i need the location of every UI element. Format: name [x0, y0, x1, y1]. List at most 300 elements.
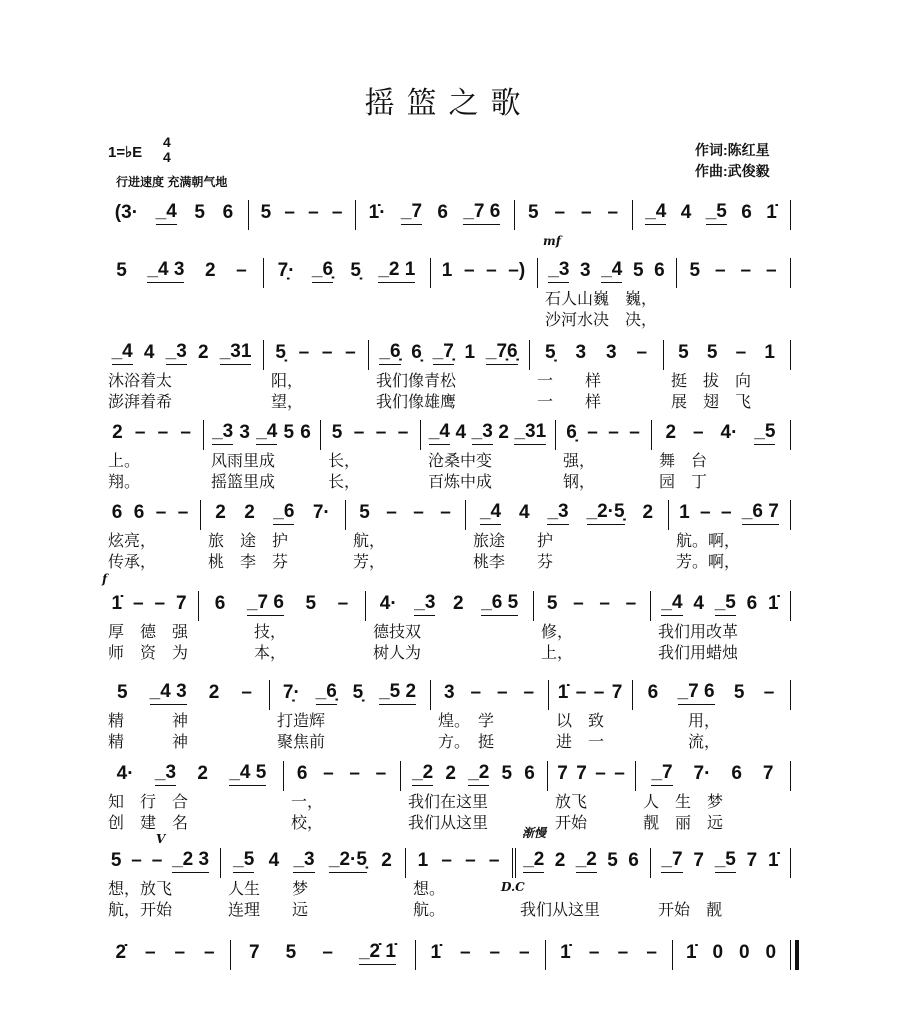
note: –: [337, 593, 349, 614]
bar-line: [547, 761, 548, 791]
note: _2: [412, 762, 433, 786]
lyric-verse-2: 一 样: [537, 392, 602, 411]
measure: [650, 589, 790, 619]
note: 5: [359, 502, 370, 523]
music-system: [0, 234, 897, 329]
lyric-verse-2: 连理 远: [228, 900, 309, 919]
note: 7: [762, 763, 774, 784]
note: 2: [642, 502, 654, 523]
note: –: [180, 422, 191, 443]
lyric-verse-1: 我们在这里: [408, 792, 489, 811]
bar-line: [668, 500, 669, 530]
measure: [668, 498, 790, 528]
note: _5: [754, 421, 775, 445]
note: 7̣·: [282, 682, 300, 703]
lyric-verse-1: 强，: [563, 451, 596, 470]
bar-line: [368, 340, 369, 370]
note: _4: [156, 201, 177, 225]
lyric-verse-1: 航，: [353, 531, 386, 550]
lyric-verse-1: 沐浴着太: [108, 371, 173, 390]
note: 5̣: [352, 682, 364, 703]
note: 5: [632, 260, 644, 281]
lyric-verse-1: 打造辉: [277, 711, 326, 730]
note: 1̇: [766, 202, 777, 223]
measure: [676, 256, 790, 286]
note: _4: [661, 592, 682, 616]
note: –: [375, 763, 387, 784]
note: –: [735, 342, 747, 363]
bar-line: [790, 500, 791, 530]
note: –: [763, 682, 775, 703]
measure: [632, 198, 790, 228]
bar-line: [790, 848, 791, 878]
note: –: [470, 682, 482, 703]
bar-line: [283, 761, 284, 791]
note: 1̇: [685, 942, 697, 963]
note: 6: [300, 422, 311, 443]
measure: [430, 256, 537, 286]
measure: [548, 678, 632, 708]
note: 2̇: [115, 942, 127, 963]
note: –: [625, 593, 637, 614]
note: 1̇: [111, 593, 123, 614]
note: 5: [116, 260, 127, 281]
lyric-verse-2: 望，: [271, 392, 304, 411]
lyric-verse-2: 园 丁: [659, 472, 708, 491]
lyric-verse-1: 一 样: [537, 371, 602, 390]
note: 1: [441, 260, 453, 281]
bar-line: [269, 680, 270, 710]
note: _3: [212, 421, 233, 445]
note: 0: [738, 942, 750, 963]
bar-line: [676, 258, 677, 288]
note: _3: [472, 421, 493, 445]
note: –: [323, 763, 334, 784]
note: 7̣·: [277, 260, 295, 281]
note: –: [692, 422, 704, 443]
note: _7 6: [463, 201, 500, 225]
bar-line: [790, 940, 799, 970]
note: 3: [239, 422, 250, 443]
measure: [368, 338, 529, 368]
note: 5: [305, 593, 317, 614]
note: _31: [514, 421, 546, 445]
measure: [100, 498, 200, 528]
note: 5̣: [350, 260, 361, 281]
note: 1: [464, 342, 476, 363]
note: –: [614, 763, 625, 784]
bar-line: [790, 591, 791, 621]
note: –: [132, 593, 144, 614]
note: –: [459, 942, 471, 963]
lyric-verse-2: 芳，: [353, 552, 386, 571]
composer: 作曲:武俊毅: [695, 163, 770, 179]
note: –: [154, 593, 166, 614]
note: –: [151, 850, 163, 871]
note: _4: [645, 201, 666, 225]
note: _2̇ 1̇: [359, 941, 396, 965]
note: _4: [429, 421, 450, 445]
note: 1: [417, 850, 429, 871]
lyric-verse-2: 本，: [206, 643, 287, 662]
note: _2 3: [172, 849, 209, 873]
note: 2: [381, 850, 392, 871]
note: _6̣: [316, 681, 337, 705]
music-system: [0, 572, 897, 662]
measure: [269, 678, 430, 708]
note: 1̇: [430, 942, 442, 963]
note: 6: [741, 202, 752, 223]
note: –: [144, 942, 156, 963]
note: 7: [746, 850, 758, 871]
music-system: [0, 338, 897, 411]
note: 2: [208, 682, 220, 703]
note: 0: [712, 942, 724, 963]
measure: [650, 846, 790, 876]
note: _3: [293, 849, 314, 873]
note: _3: [155, 762, 176, 786]
measure: [529, 338, 663, 368]
note: –: [575, 682, 587, 703]
note: –: [440, 502, 451, 523]
note: 4·: [379, 593, 397, 614]
note: 5: [733, 682, 745, 703]
note: _7: [661, 849, 682, 873]
lyric-verse-2: 百炼中成: [428, 472, 493, 491]
note: –: [518, 942, 530, 963]
note: –: [595, 763, 606, 784]
note: –: [331, 202, 343, 223]
lyric-verse-2: 翔。: [108, 472, 141, 491]
note: 5: [527, 202, 539, 223]
expression-mark: f: [102, 572, 108, 586]
bar-line: [514, 200, 515, 230]
bar-line: [415, 940, 416, 970]
note: –: [599, 593, 610, 614]
note: –: [587, 422, 598, 443]
lyric-verse-1: 想，放飞: [108, 879, 173, 898]
lyric-verse-1: 石人山巍 巍，: [545, 289, 658, 308]
note: –: [646, 942, 657, 963]
lyric-verse-1: 知 行 合: [108, 792, 189, 811]
note: –: [413, 502, 424, 523]
note: –: [496, 682, 508, 703]
note: _6: [273, 501, 294, 525]
bar-line: [790, 340, 791, 370]
lyric-verse-2: 传承，: [108, 552, 157, 571]
note: 4: [693, 593, 704, 614]
measure: [555, 418, 651, 448]
note: –: [131, 850, 142, 871]
note: 5: [285, 942, 297, 963]
measure: [355, 198, 514, 228]
note: 5: [331, 422, 343, 443]
note: 7: [249, 942, 260, 963]
measure: [663, 338, 790, 368]
note: _3: [414, 592, 435, 616]
bar-line: [263, 258, 264, 288]
measure: [100, 938, 230, 968]
note: 1: [764, 342, 775, 363]
note: –: [177, 502, 189, 523]
note: _2: [576, 849, 597, 873]
note: _6 7: [742, 501, 779, 525]
measure: [230, 938, 415, 968]
note: 5: [706, 342, 718, 363]
measure: [203, 418, 320, 448]
lyric-verse-2: 精 神: [108, 732, 189, 751]
measure: [283, 759, 400, 789]
lyric-verse-2: 桃 李 芬: [208, 552, 289, 571]
note: 3: [443, 682, 455, 703]
note: –: [134, 422, 146, 443]
bar-line: [320, 420, 321, 450]
lyric-verse-2: 方。 挺: [438, 732, 495, 751]
note: 6: [437, 202, 448, 223]
note: 2: [445, 763, 456, 784]
note: –: [554, 202, 566, 223]
note: –: [765, 260, 777, 281]
expression-mark: V: [156, 832, 166, 846]
lyric-verse-1: 精 神: [108, 711, 189, 730]
note: –: [241, 682, 252, 703]
lyric-verse-1: 技，: [206, 622, 287, 641]
measure: [100, 678, 269, 708]
bar-line: [537, 258, 538, 288]
note: 5: [501, 763, 513, 784]
expression-mark: D.C: [501, 880, 525, 894]
lyric-verse-2: 芳。啊，: [676, 552, 741, 571]
note: 7·: [693, 763, 711, 784]
bar-line: [632, 680, 633, 710]
lyric-verse-1: 挺 拔 向: [671, 371, 752, 390]
note: 2: [665, 422, 677, 443]
measure: [465, 498, 668, 528]
measure: [533, 589, 650, 619]
note: –: [174, 942, 186, 963]
note: –: [397, 422, 409, 443]
lyric-verse-1: 人生 梦: [228, 879, 309, 898]
note: 7: [175, 593, 187, 614]
note: 1̇: [768, 850, 779, 871]
music-system: [0, 498, 897, 571]
bar-line: [790, 761, 791, 791]
note: _4: [112, 341, 133, 365]
note: _2·5̣: [587, 501, 625, 525]
bar-line: [400, 761, 401, 791]
lyric-verse-1: 一，: [291, 792, 324, 811]
lyric-verse-2: 开始: [555, 813, 588, 832]
measure: [220, 846, 405, 876]
bar-line: [230, 940, 231, 970]
note: 5̣: [275, 342, 286, 363]
measure: [100, 418, 203, 448]
bar-line: [529, 340, 530, 370]
note: –: [720, 502, 732, 523]
measure: [420, 418, 555, 448]
note: _6̣: [379, 341, 400, 365]
bar-line: [635, 761, 636, 791]
measure: [405, 846, 512, 876]
lyric-verse-2: 航，开始: [108, 900, 173, 919]
measure: [512, 846, 650, 876]
note: 5: [194, 202, 205, 223]
note: –: [345, 342, 356, 363]
bar-line: [663, 340, 664, 370]
note: 5: [260, 202, 272, 223]
note: 1̇: [768, 593, 779, 614]
lyric-verse-1: 厚 德 强: [108, 622, 189, 641]
note: 6: [296, 763, 308, 784]
lyric-verse-1: 风雨里成: [211, 451, 276, 470]
measure: [651, 418, 790, 448]
note: –: [236, 260, 247, 281]
note: _7 6: [678, 681, 715, 705]
note: –: [321, 342, 333, 363]
measure: [263, 256, 430, 286]
note: 4: [143, 342, 155, 363]
note: 6: [222, 202, 234, 223]
bar-line: [650, 848, 651, 878]
note: 0: [765, 942, 777, 963]
lyric-verse-1: 上。: [108, 451, 141, 470]
note: –: [580, 202, 592, 223]
note: 5: [607, 850, 618, 871]
bar-line: [672, 940, 673, 970]
note: _5: [706, 201, 727, 225]
lyric-verse-2: 长，: [328, 472, 361, 491]
note: _3: [166, 341, 187, 365]
note: 6: [731, 763, 742, 784]
note: _5: [715, 849, 736, 873]
note: _2 1: [378, 259, 415, 283]
bar-line: [430, 680, 431, 710]
lyric-verse-1: 旅途 护: [473, 531, 554, 550]
lyric-verse-1: 人 生 梦: [643, 792, 724, 811]
music-system: [0, 678, 897, 751]
bar-line: [345, 500, 346, 530]
measure: [345, 498, 465, 528]
bar-line: [512, 848, 516, 878]
lyric-verse-2: 靓 丽 远: [643, 813, 724, 832]
music-system: [0, 938, 897, 968]
note: _6̣: [312, 259, 333, 283]
measure: [415, 938, 545, 968]
bar-line: [632, 200, 633, 230]
lyric-verse-1: 修，: [541, 622, 574, 641]
note: (3·: [114, 202, 139, 223]
note: 7·: [312, 502, 330, 523]
measure: [100, 759, 283, 789]
bar-line: [465, 500, 466, 530]
note: _5: [715, 592, 736, 616]
note: –: [284, 202, 295, 223]
bar-line: [533, 591, 534, 621]
note: –: [465, 850, 476, 871]
bar-line: [355, 200, 356, 230]
note: 4: [455, 422, 467, 443]
lyric-verse-2: 开始 靓: [658, 900, 723, 919]
note: 3: [605, 342, 617, 363]
note: –: [740, 260, 752, 281]
note: 5: [546, 593, 558, 614]
song-title: 摇篮之歌: [364, 86, 533, 121]
note: –: [349, 763, 360, 784]
lyric-verse-2: 创 建 名: [108, 813, 189, 832]
bar-line: [430, 258, 431, 288]
lyric-verse-2: 我们用蜡烛: [658, 643, 739, 662]
note: –: [155, 502, 167, 523]
lyric-verse-2: 沙河水决 决，: [545, 310, 658, 329]
note: –: [608, 422, 619, 443]
note: 3: [580, 260, 591, 281]
note: 1̇: [560, 942, 571, 963]
note: _4: [480, 501, 501, 525]
lyric-verse-1: 我们像青松: [376, 371, 457, 390]
note: _7: [401, 201, 422, 225]
note: 4: [519, 502, 530, 523]
lyric-verse-2: 树人为: [373, 643, 422, 662]
note: 7: [611, 682, 623, 703]
bar-line: [248, 200, 249, 230]
measure: [100, 589, 198, 619]
note: 7: [693, 850, 704, 871]
note: 7: [557, 763, 568, 784]
bar-line: [790, 680, 791, 710]
note: 5: [678, 342, 689, 363]
note: _4 5: [229, 762, 266, 786]
bar-line: [555, 420, 556, 450]
lyric-verse-1: 长，: [328, 451, 361, 470]
note: –: [573, 593, 584, 614]
note: –: [298, 342, 310, 363]
note: 1̇: [557, 682, 569, 703]
lyric-verse-2: 我们从这里: [408, 813, 489, 832]
lyricist: 作词:陈红星: [695, 142, 770, 158]
bar-line: [545, 940, 546, 970]
lyric-verse-1: 舞 台: [659, 451, 708, 470]
note: 2: [197, 763, 208, 784]
measure: [263, 338, 368, 368]
bar-line: [263, 340, 264, 370]
bar-line: [198, 591, 199, 621]
bar-line: [420, 420, 421, 450]
music-system: [0, 418, 897, 491]
lyric-verse-2: 航。: [413, 900, 446, 919]
note: _4 3: [150, 681, 187, 705]
expression-mark: mf: [543, 234, 561, 248]
measure: [100, 256, 263, 286]
note: _7̣: [433, 341, 454, 365]
note: 1: [679, 502, 690, 523]
note: _6 5: [481, 592, 518, 616]
note: –: [617, 942, 629, 963]
note: 5: [283, 422, 295, 443]
lyric-verse-2: 我们从这里: [520, 900, 601, 919]
note: –: [488, 850, 500, 871]
note: _3: [547, 501, 568, 525]
note: _4: [256, 421, 277, 445]
lyric-verse-2: 展 翅 飞: [671, 392, 752, 411]
lyric-verse-1: 想。: [413, 879, 446, 898]
bar-line: [220, 848, 221, 878]
measure: [198, 589, 365, 619]
note: –): [508, 260, 526, 281]
note: 6: [746, 593, 758, 614]
note: _4: [601, 259, 622, 283]
note: _7: [651, 762, 672, 786]
note: _2: [468, 762, 489, 786]
